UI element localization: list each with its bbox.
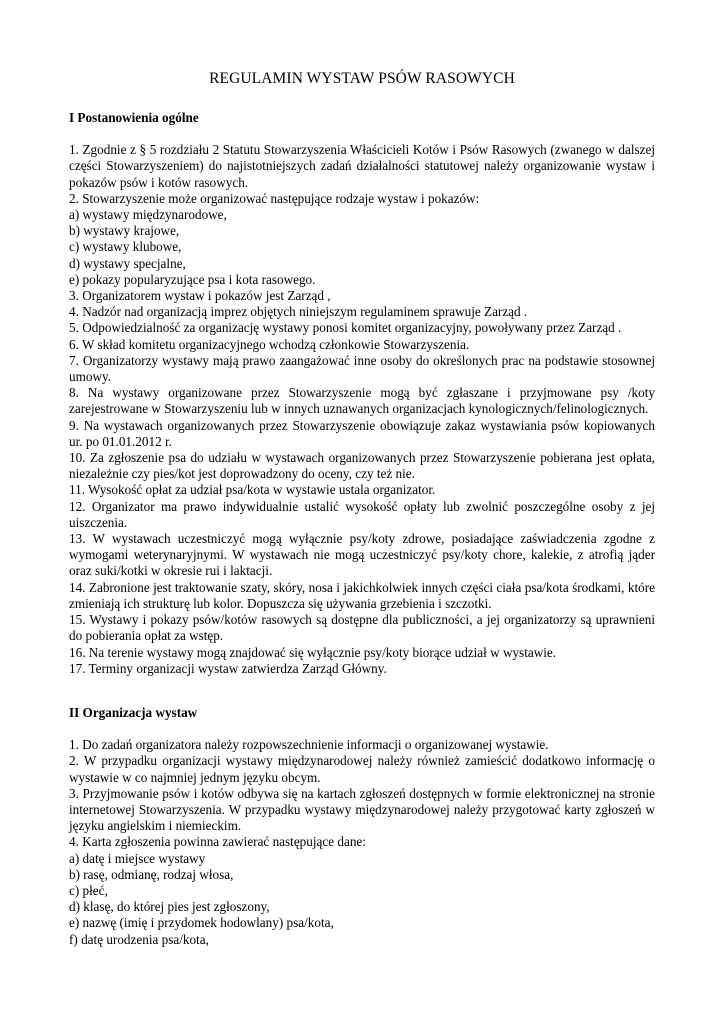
list-item: b) rasę, odmianę, rodzaj włosa, [69, 866, 234, 882]
paragraph: 2. Stowarzyszenie może organizować następujące rodzaje wystaw i pokazów: [69, 190, 480, 206]
paragraph: 2. W przypadku organizacji wystawy międzynarodowej należy również zamieścić dodatkowo informację o wystawie w co najmniej jednym języku obcym. [69, 753, 655, 785]
section-exhibition-organization [69, 705, 655, 948]
paragraph: 10. Za zgłoszenie psa do udziału w wystawach organizowanych przez Stowarzyszenie pobierana jest opłata, niezależnie czy pies/kot jest doprowadzony do oceny, czy też nie. [69, 450, 655, 482]
paragraph: 9. Na wystawach organizowanych przez Stowarzyszenie obowiązuje zakaz wystawiania psów kopiowanych ur. po 01.01.2012 r. [69, 417, 655, 449]
paragraph: 6. W skład komitetu organizacyjnego wchodzą członkowie Stowarzyszenia. [69, 336, 470, 352]
paragraph: 5. Odpowiedzialność za organizację wystawy ponosi komitet organizacyjny, powoływany przez Zarząd . [69, 320, 622, 336]
paragraph: 4. Karta zgłoszenia powinna zawierać następujące dane: [69, 834, 366, 850]
paragraph: 12. Organizator ma prawo indywidualnie ustalić wysokość opłaty lub zwolnić poszczególne osoby z jej uiszczenia. [69, 498, 655, 530]
list-item: c) płeć, [69, 883, 108, 899]
section-general-provisions [69, 110, 655, 677]
list-item: d) klasę, do której pies jest zgłoszony, [69, 899, 270, 915]
list-item: a) wystawy międzynarodowe, [69, 207, 227, 223]
list-item: b) wystawy krajowe, [69, 223, 180, 239]
list-item: d) wystawy specjalne, [69, 255, 186, 271]
paragraph: 16. Na terenie wystawy mogą znajdować się wyłącznie psy/koty biorące udział w wystawie. [69, 644, 557, 660]
paragraph: 15. Wystawy i pokazy psów/kotów rasowych są dostępne dla publiczności, a jej organizatorzy są uprawnieni do pobierania opłat za wstęp. [69, 612, 655, 644]
list-item: a) datę i miejsce wystawy [69, 850, 206, 866]
document-title: REGULAMIN WYSTAW PSÓW RASOWYCH [209, 70, 515, 87]
paragraph: 3. Przyjmowanie psów i kotów odbywa się na kartach zgłoszeń dostępnych w formie elektronicznej na stronie internetowej Stowarzyszenia. W przypadku wystawy międzynarodowej należy przygotować karty zgłoszeń w języku angielskim i niemieckim. [69, 785, 655, 834]
paragraph: 8. Na wystawy organizowane przez Stowarzyszenie mogą być zgłaszane i przyjmowane psy /koty zarejestrowane w Stowarzyszeniu lub w innych uznawanych organizacjach kynologicznych/felinologicznych. [69, 385, 655, 417]
section-heading: II Organizacja wystaw [69, 705, 198, 720]
list-item: e) pokazy popularyzujące psa i kota rasowego. [69, 271, 316, 287]
paragraph: 3. Organizatorem wystaw i pokazów jest Zarząd , [69, 288, 331, 304]
paragraph: 13. W wystawach uczestniczyć mogą wyłącznie psy/koty zdrowe, posiadające zaświadczenia zgodne z wymogami weterynaryjnymi. W wystawach nie mogą uczestniczyć psy/koty chore, kalekie, z atrofią jąder oraz suki/kotki w okresie rui i laktacji. [69, 531, 655, 579]
paragraph: 11. Wysokość opłat za udział psa/kota w wystawie ustala organizator. [69, 482, 436, 498]
paragraph: 4. Nadzór nad organizacją imprez objętych niniejszym regulaminem sprawuje Zarząd . [69, 304, 528, 320]
paragraph: 1. Do zadań organizatora należy rozpowszechnienie informacji o organizowanej wystawie. [69, 737, 549, 753]
paragraph: 14. Zabronione jest traktowanie szaty, skóry, nosa i jakichkolwiek innych części ciała psa/kota środkami, które zmieniają ich strukturę lub kolor. Dopuszcza się używania grzebienia i szczotki. [69, 579, 655, 611]
section-heading: I Postanowienia ogólne [69, 110, 199, 125]
list-item: f) datę urodzenia psa/kota, [69, 931, 209, 947]
paragraph: 1. Zgodnie z § 5 rozdziału 2 Statutu Stowarzyszenia Właścicieli Kotów i Psów Rasowych (zwanego w dalszej części Stowarzyszeniem) do najistotniejszych zadań działalności statutowej należy organizowanie wystaw i pokazów psów i kotów rasowych. [69, 142, 655, 190]
list-item: c) wystawy klubowe, [69, 239, 182, 255]
list-item: e) nazwę (imię i przydomek hodowlany) psa/kota, [69, 915, 334, 931]
paragraph: 7. Organizatorzy wystawy mają prawo zaangażować inne osoby do określonych prac na podstawie stosownej umowy. [69, 352, 655, 385]
paragraph: 17. Terminy organizacji wystaw zatwierdza Zarząd Główny. [69, 660, 387, 676]
